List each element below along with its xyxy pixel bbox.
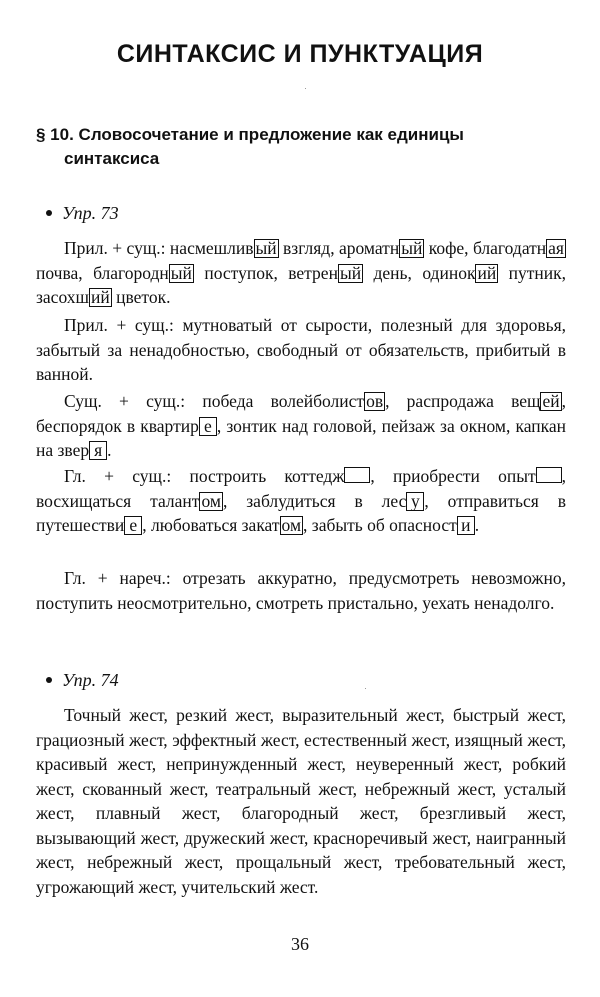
ending-box: ая [548,238,564,258]
exercise-73-paragraph-3 [36,389,566,463]
ending-box: е [199,417,217,436]
text-run: , приобрести опыт [370,466,536,486]
section-title-line1: Словосочетание и предложение как единицы [78,125,464,144]
ending-box: ий [91,287,110,307]
page-number: 36 [291,934,309,954]
section-number: § 10. [36,125,74,144]
exercise-73-label: Упр. 73 [62,203,119,223]
text-run: путник, засохш [36,262,566,307]
text-run: Сущ. + сущ.: победа волейболист [64,391,365,411]
chapter-title: СИНТАКСИС И ПУНКТУАЦИЯ [116,40,484,68]
text-run: Прил. + сущ.: насмешлив [64,238,254,258]
ending-box: ый [339,262,362,283]
ending-box: я [89,441,107,460]
empty-ending-box [344,467,370,483]
exercise-74-label: Упр. 74 [62,670,119,690]
text-run: , любоваться закат [142,515,280,535]
text-run: , восхищаться талант [36,466,566,511]
ending-box: ый [170,262,192,283]
exercise-73-paragraph-2: Прил. + сущ.: мутноватый от сырости, полезный для здоровья, забытый за ненадобностью, свободный от обязательств, прибитый в ванной. [36,315,566,384]
text-run: взгляд, ароматн [278,238,400,258]
bullet-icon [46,677,52,683]
ending-box: ый [255,238,277,258]
scan-speck [305,88,306,89]
exercise-73-heading [46,203,119,224]
exercise-73-paragraph-5: Гл. + нареч.: отрезать аккуратно, предусмотреть невозможно, поступить неосмотрительно, смотреть пристально, уехать ненадолго. [36,568,566,613]
text-run: день, одинок [363,262,476,283]
text-run: , отправиться в путешестви [36,490,566,535]
text-run: цветок. [111,287,171,307]
ending-box: ый [401,238,423,258]
text-run: . [107,440,112,460]
text-run: , заблудиться в лес [222,490,407,511]
text-run: , беспорядок в квартир [36,391,566,436]
exercise-74-paragraph-1: Точный жест, резкий жест, выразительный жест, быстрый жест, грациозный жест, эффектный жест, естественный жест, изящный жест, красивый жест, непринужденный жест, неуверенный жест, робкий жест, скованный жест, театральный жест, небрежный жест, усталый жест, плавный жест, благородный жест, брезгливый жест, вызывающий жест, дружеский жест, красноречивый жест, наигранный жест, небрежный жест, прощальный жест, требовательный жест, угрожающий жест, учительский жест. [36,705,566,897]
ending-box: и [457,516,475,535]
scan-speck [365,688,366,689]
exercise-73-paragraph-4 [36,464,566,538]
text-run: Гл. + сущ.: построить коттедж [64,466,345,486]
text-run: , зонтик над головой, пейзаж за окном, капкан на звер [36,415,566,460]
ending-box: ов [366,391,384,411]
section-heading [36,123,556,171]
ending-box: ом [201,490,221,511]
ending-box: ом [281,515,302,535]
text-run: кофе, благодатн [424,238,547,258]
text-run: , распродажа вещ [385,391,541,411]
ending-box: е [124,516,142,535]
text-run: , забыть об опасност [303,515,457,535]
exercise-74-heading [46,670,119,691]
ending-box: ий [477,262,497,283]
exercise-73-paragraph-1 [36,236,566,310]
ending-box: у [406,492,424,511]
text-run: поступок, ветрен [193,262,338,283]
section-title-line2: синтаксиса [64,149,160,168]
ending-box: ей [542,391,560,411]
empty-ending-box [536,467,562,483]
bullet-icon [46,210,52,216]
text-run: почва, благородн [36,262,169,283]
text-run: . [474,515,480,535]
